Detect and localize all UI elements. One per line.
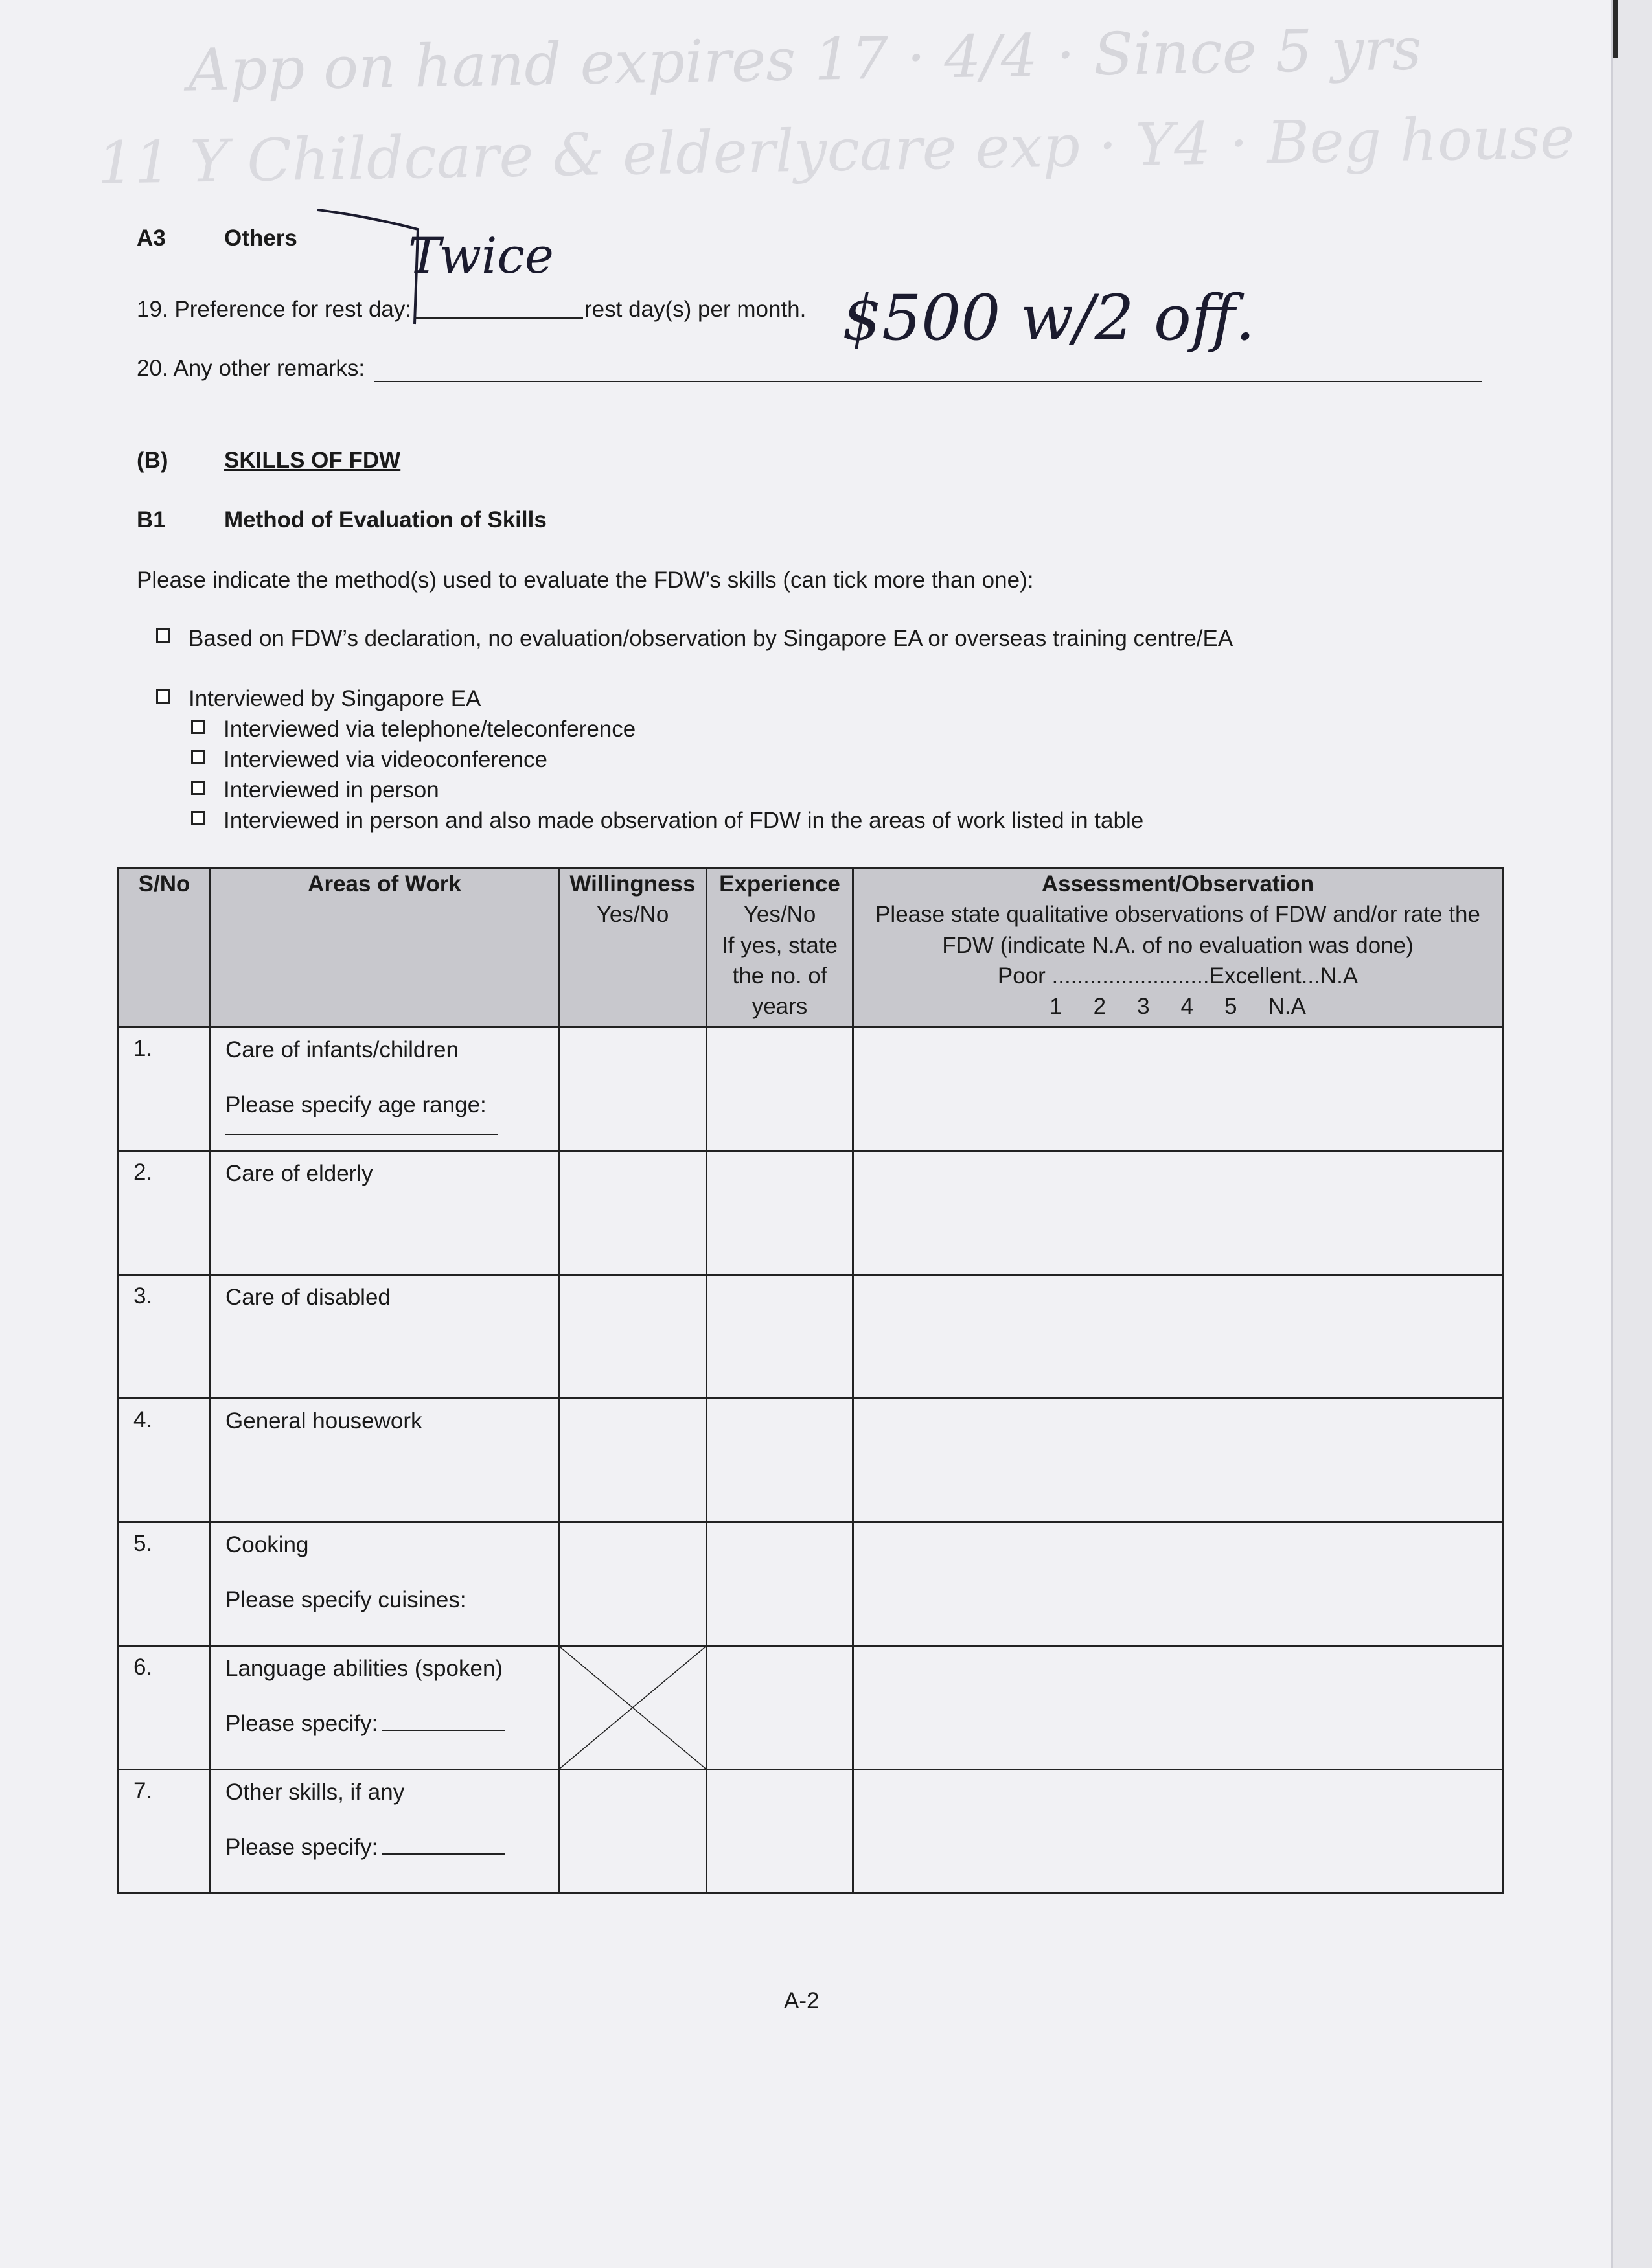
experience-cell[interactable] <box>707 1399 853 1522</box>
experience-cell[interactable] <box>707 1522 853 1646</box>
sub-option-telephone-label: Interviewed via telephone/teleconference <box>224 716 636 742</box>
assessment-cell[interactable] <box>853 1522 1503 1646</box>
assessment-cell[interactable] <box>853 1646 1503 1770</box>
b1-title: Method of Evaluation of Skills <box>224 507 547 533</box>
rating-scale: 1 2 3 4 5 N.A <box>1050 994 1306 1019</box>
willingness-cell[interactable] <box>559 1275 707 1399</box>
section-b-code: (B) <box>137 448 168 473</box>
table-row: 7. Other skills, if any Please specify: <box>119 1770 1503 1894</box>
header-assessment: Assessment/Observation Please state qualitative observations of FDW and/or rate the FDW (indicate N.A. of no evaluation was done) Poor .........................Excellent...N.A 1 2 3 4 5 N.A <box>853 868 1503 1027</box>
table-row: 6. Language abilities (spoken) Please specify: <box>119 1646 1503 1770</box>
sub-option-videoconference-checkbox[interactable] <box>191 750 205 764</box>
option-interviewed-checkbox[interactable] <box>156 689 170 704</box>
willingness-cell-crossed <box>559 1646 707 1770</box>
experience-cell[interactable] <box>707 1646 853 1770</box>
option-interviewed-label: Interviewed by Singapore EA <box>189 686 481 711</box>
q20-answer-line[interactable] <box>374 381 1482 382</box>
willingness-cell[interactable] <box>559 1770 707 1894</box>
page-number: A-2 <box>784 1988 820 2013</box>
experience-cell[interactable] <box>707 1275 853 1399</box>
paper-edge <box>1611 0 1652 2268</box>
q20-handwritten-answer: $500 w/2 off. <box>842 282 1256 354</box>
option-declaration-checkbox[interactable] <box>156 628 170 643</box>
assessment-cell[interactable] <box>853 1027 1503 1151</box>
language-specify-line[interactable] <box>382 1729 505 1731</box>
q19-answer-line[interactable] <box>416 317 583 319</box>
table-row: 4. General housework <box>119 1399 1503 1522</box>
experience-cell[interactable] <box>707 1027 853 1151</box>
assessment-cell[interactable] <box>853 1275 1503 1399</box>
assessment-cell[interactable] <box>853 1151 1503 1275</box>
q19-handwritten-stroke <box>311 201 428 337</box>
willingness-cell[interactable] <box>559 1399 707 1522</box>
sub-option-videoconference-label: Interviewed via videoconference <box>224 747 548 772</box>
sub-option-in-person-label: Interviewed in person <box>224 777 439 803</box>
other-skills-specify-line[interactable] <box>382 1853 505 1855</box>
header-willingness: Willingness Yes/No <box>559 868 707 1027</box>
bleed-through-line-1: App on hand expires 17 · 4/4 · Since 5 yrs <box>187 15 1423 105</box>
willingness-cell[interactable] <box>559 1151 707 1275</box>
sub-option-observation-label: Interviewed in person and also made observation of FDW in the areas of work listed in table <box>224 808 1144 833</box>
assessment-cell[interactable] <box>853 1399 1503 1522</box>
age-range-line[interactable] <box>225 1134 498 1135</box>
header-sno: S/No <box>119 868 211 1027</box>
assessment-cell[interactable] <box>853 1770 1503 1894</box>
section-b-title: SKILLS OF FDW <box>224 448 401 473</box>
q20-label: 20. Any other remarks: <box>137 356 365 381</box>
q19-handwritten-answer: Twice <box>408 227 554 284</box>
b1-instruction: Please indicate the method(s) used to evaluate the FDW’s skills (can tick more than one): <box>137 567 1034 593</box>
header-area: Areas of Work <box>211 868 559 1027</box>
sub-option-telephone-checkbox[interactable] <box>191 720 205 734</box>
experience-cell[interactable] <box>707 1770 853 1894</box>
table-row: 2. Care of elderly <box>119 1151 1503 1275</box>
skills-table <box>117 867 1504 1893</box>
b1-code: B1 <box>137 507 166 533</box>
bleed-through-line-2: 11 Y Childcare & elderlycare exp · Y4 · Beg house <box>97 104 1576 198</box>
experience-cell[interactable] <box>707 1151 853 1275</box>
table-row: 5. Cooking Please specify cuisines: <box>119 1522 1503 1646</box>
willingness-cell[interactable] <box>559 1522 707 1646</box>
sub-option-in-person-checkbox[interactable] <box>191 781 205 795</box>
table-row: 3. Care of disabled <box>119 1275 1503 1399</box>
table-row: 1. Care of infants/children Please specify age range: <box>119 1027 1503 1151</box>
willingness-cell[interactable] <box>559 1027 707 1151</box>
header-experience: Experience Yes/No If yes, state the no. of years <box>707 868 853 1027</box>
sub-option-observation-checkbox[interactable] <box>191 811 205 825</box>
q19-label: 19. Preference for rest day: <box>137 297 412 322</box>
a3-code: A3 <box>137 225 166 251</box>
a3-title: Others <box>224 225 297 251</box>
cross-out-mark <box>560 1647 706 1769</box>
option-declaration-label: Based on FDW’s declaration, no evaluation/observation by Singapore EA or overseas training centre/EA <box>189 626 1233 651</box>
q19-suffix: rest day(s) per month. <box>584 297 807 322</box>
